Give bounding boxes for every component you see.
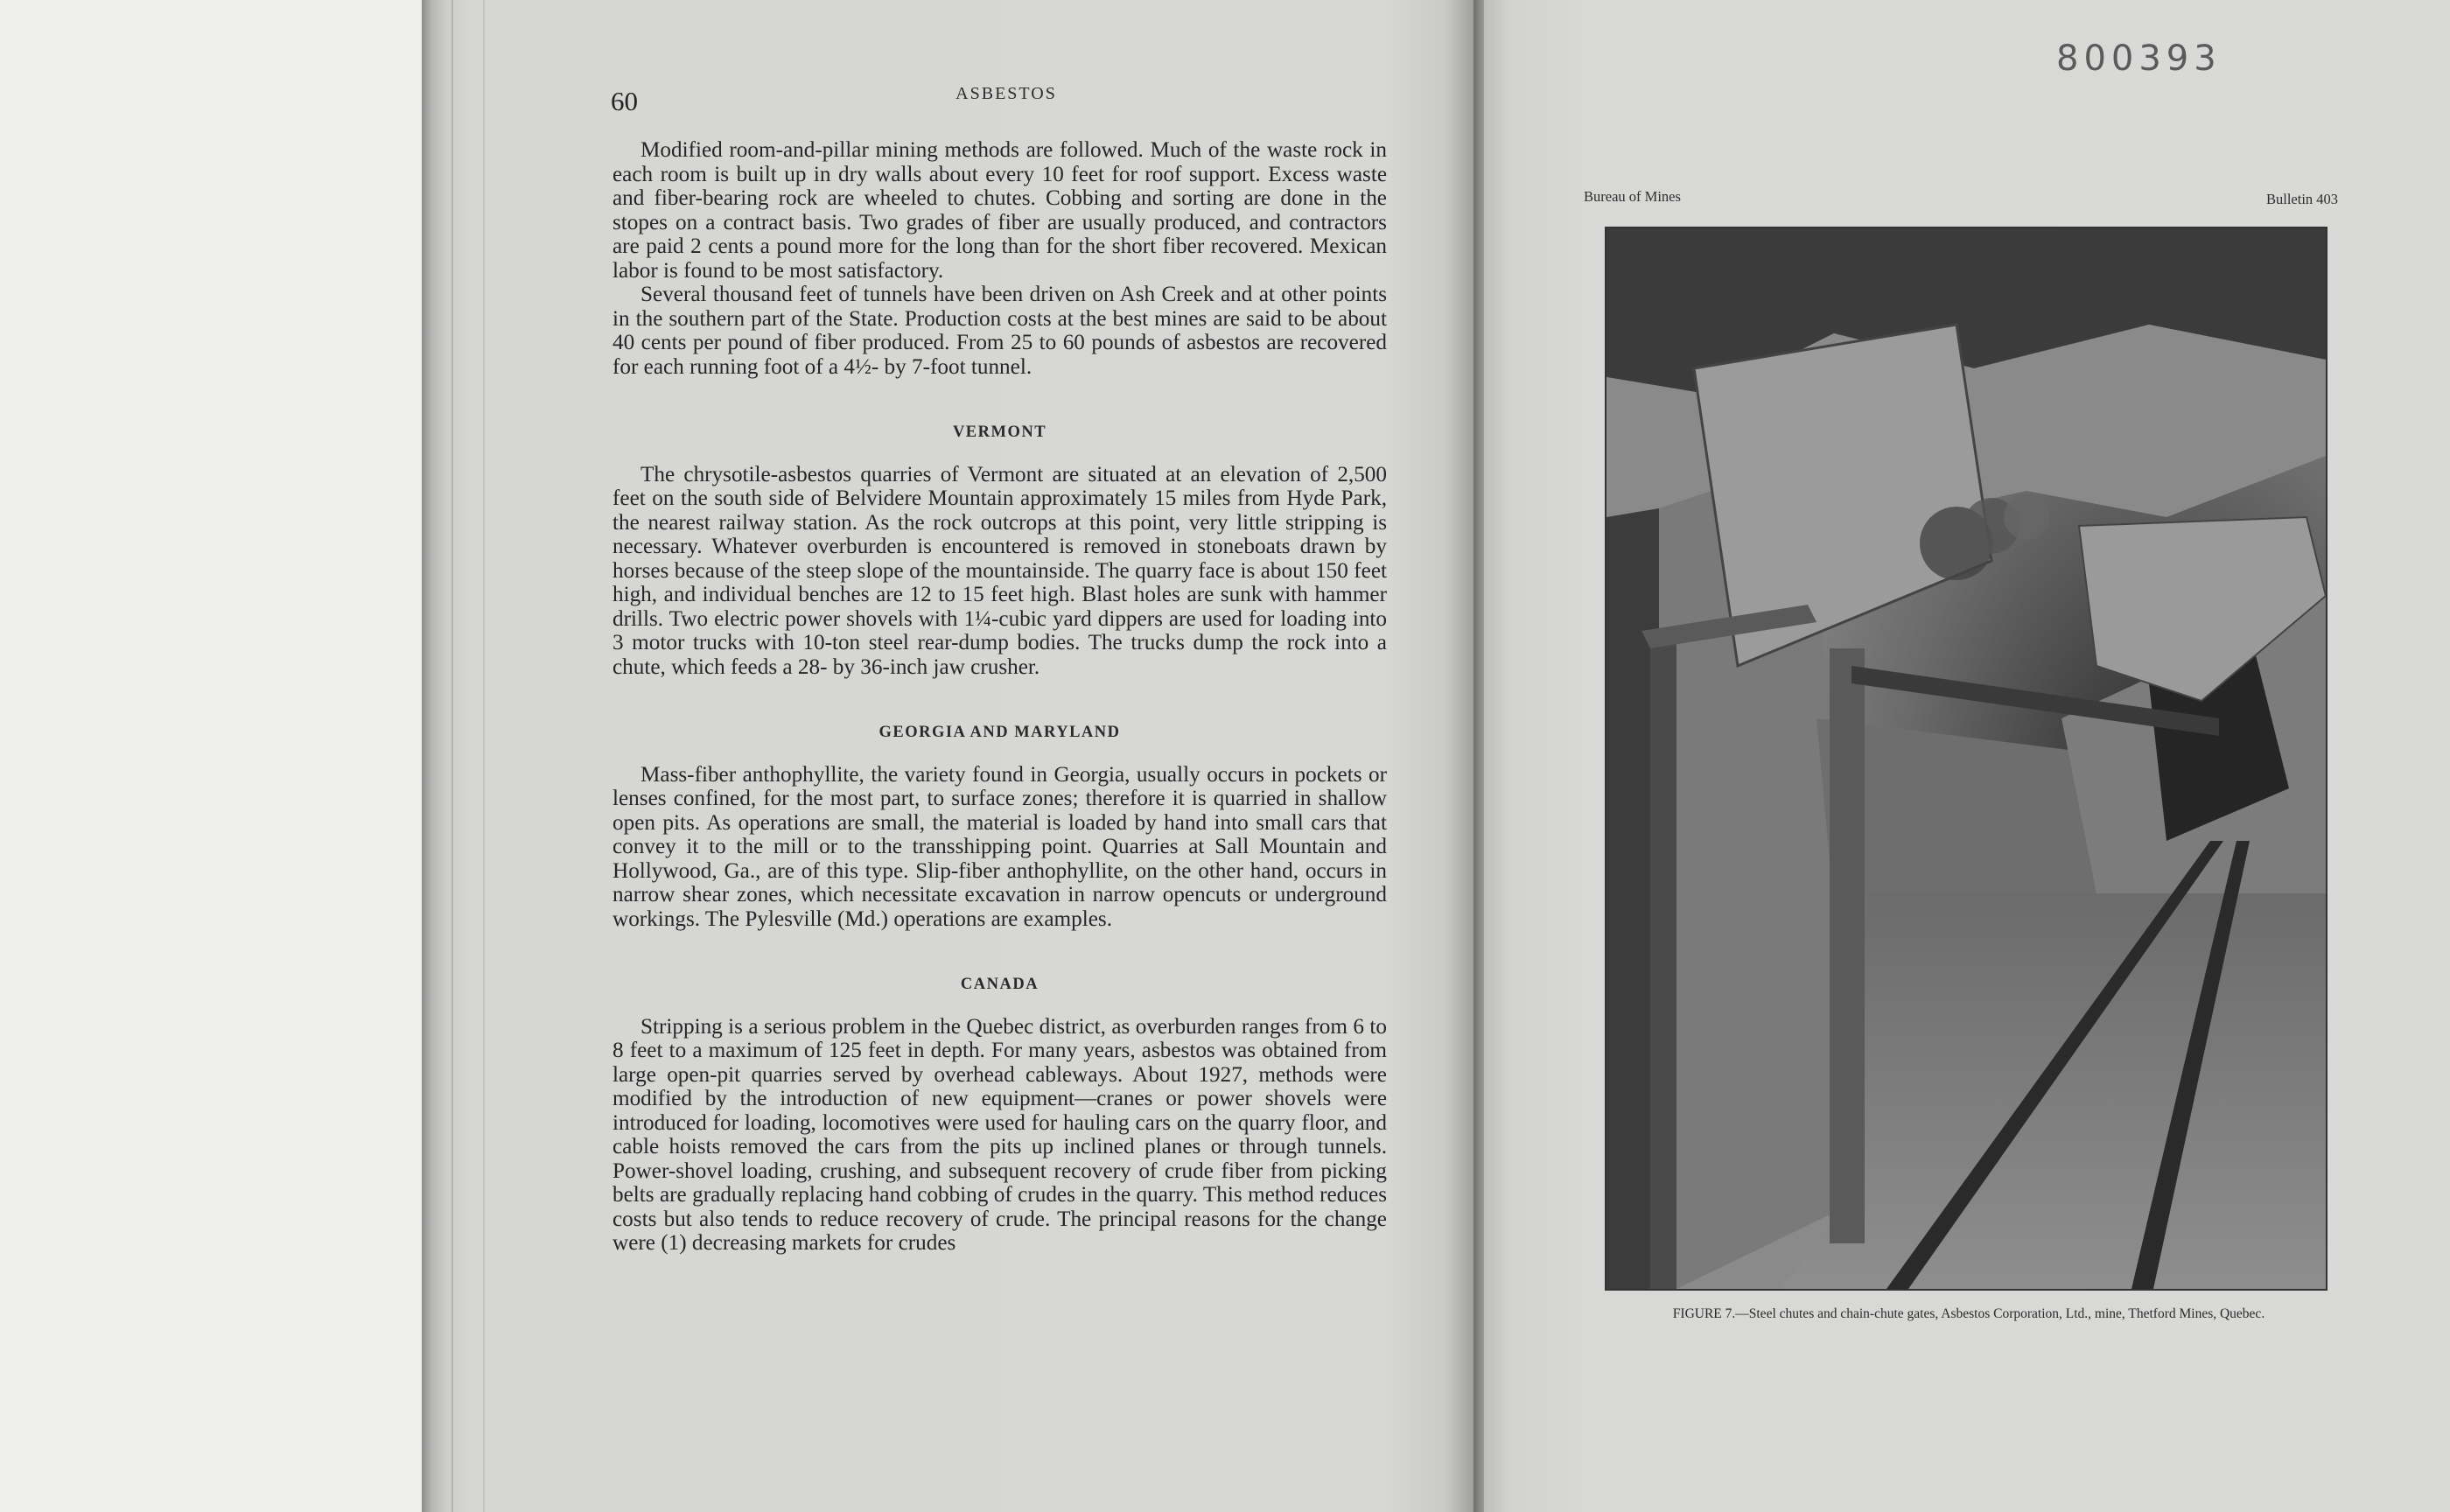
header-bulletin: Bulletin 403 xyxy=(2266,191,2339,207)
body-text-column xyxy=(612,138,1387,1256)
paragraph: Mass-fiber anthophyllite, the variety found in Georgia, usually occurs in pockets or lenses confined, for the most part, to surface zones; therefore it is quarried in shallow open pits. As operations are small, the material is loaded by hand into small cars that convey it to the mill or to the transshipping point. Quarries at Sall Mountain and Hollywood, Ga., are of this type. Slip-fiber anthophyllite, on the other hand, occurs in narrow shear zones, which necessitate excavation in narrow opencuts or underground workings. The Pylesville (Md.) operations are examples. xyxy=(612,762,1387,931)
page-edge-line xyxy=(483,0,485,1512)
paragraph: Stripping is a serious problem in the Quebec district, as overburden ranges from 6 to 8 feet to a maximum of 125 feet in depth. For many years, asbestos was obtained from large open-pit quarries served by overhead cableways. About 1927, methods were modified by the introduction of new equipment—cranes or power shovels were introduced for loading, locomotives were used for hauling cars on the quarry floor, and cable hoists removed the cars from the pits up inclined planes or through tunnels. Power-shovel loading, crushing, and subsequent recovery of crude fiber from picking belts are gradually replacing hand cobbing of crudes in the quarry. This method reduces costs but also tends to reduce recovery of crude. The principal reasons for the change were (1) decreasing markets for crudes xyxy=(612,1014,1387,1255)
section-heading-canada: CANADA xyxy=(960,976,1040,993)
running-head: ASBESTOS xyxy=(956,84,1057,103)
stamp-number: 800393 xyxy=(2056,38,2222,79)
section-heading-georgia-maryland: GEORGIA AND MARYLAND xyxy=(878,724,1121,741)
page-number: 60 xyxy=(611,86,638,116)
paragraph: The chrysotile-asbestos quarries of Vermont are situated at an elevation of 2,500 feet on the south side of Belvidere Mountain approximately 15 miles from Hyde Park, the nearest railway station. As the rock outcrops at this point, very little stripping is necessary. Whatever overburden is encountered is removed in stoneboats drawn by horses because of the steep slope of the mountainside. The quarry face is about 150 feet high, and individual benches are 12 to 15 feet high. Blast holes are sunk with hammer drills. Two electric power shovels with 1¼-cubic yard dippers are used for loading into 3 motor trucks with 10-ton steel rear-dump bodies. The trucks dump the rock into a chute, which feeds a 28- by 36-inch jaw crusher. xyxy=(612,462,1387,679)
section-heading-vermont: VERMONT xyxy=(952,424,1047,441)
figure-caption: FIGURE 7.—Steel chutes and chain-chute gates, Asbestos Corporation, Ltd., mine, Thetford Mines, Quebec. xyxy=(1672,1306,2265,1321)
header-publisher: Bureau of Mines xyxy=(1584,188,1681,205)
paragraph: Modified room-and-pillar mining methods are followed. Much of the waste rock in each room is built up in dry walls about every 10 feet for roof support. Excess waste and fiber-bearing rock are wheeled to chutes. Cobbing and sorting are done in the stopes on a contract basis. Two grades of fiber are usually produced, and contractors are paid 2 cents a pound more for the long than for the short fiber recovered. Mexican labor is found to be most satisfactory. xyxy=(612,138,1387,283)
page-edge-line xyxy=(452,0,453,1512)
scan-background xyxy=(0,0,422,1512)
paragraph: Several thousand feet of tunnels have been driven on Ash Creek and at other points in the southern part of the State. Production costs at the best mines are said to be about 40 cents per pound of fiber produced. From 25 to 60 pounds of asbestos are recovered for each running foot of a 4½- by 7-foot tunnel. xyxy=(612,283,1387,379)
book-spine xyxy=(1474,0,1484,1512)
figure-photo xyxy=(1605,227,2328,1291)
mine-tunnel-photo xyxy=(1606,228,2326,1289)
